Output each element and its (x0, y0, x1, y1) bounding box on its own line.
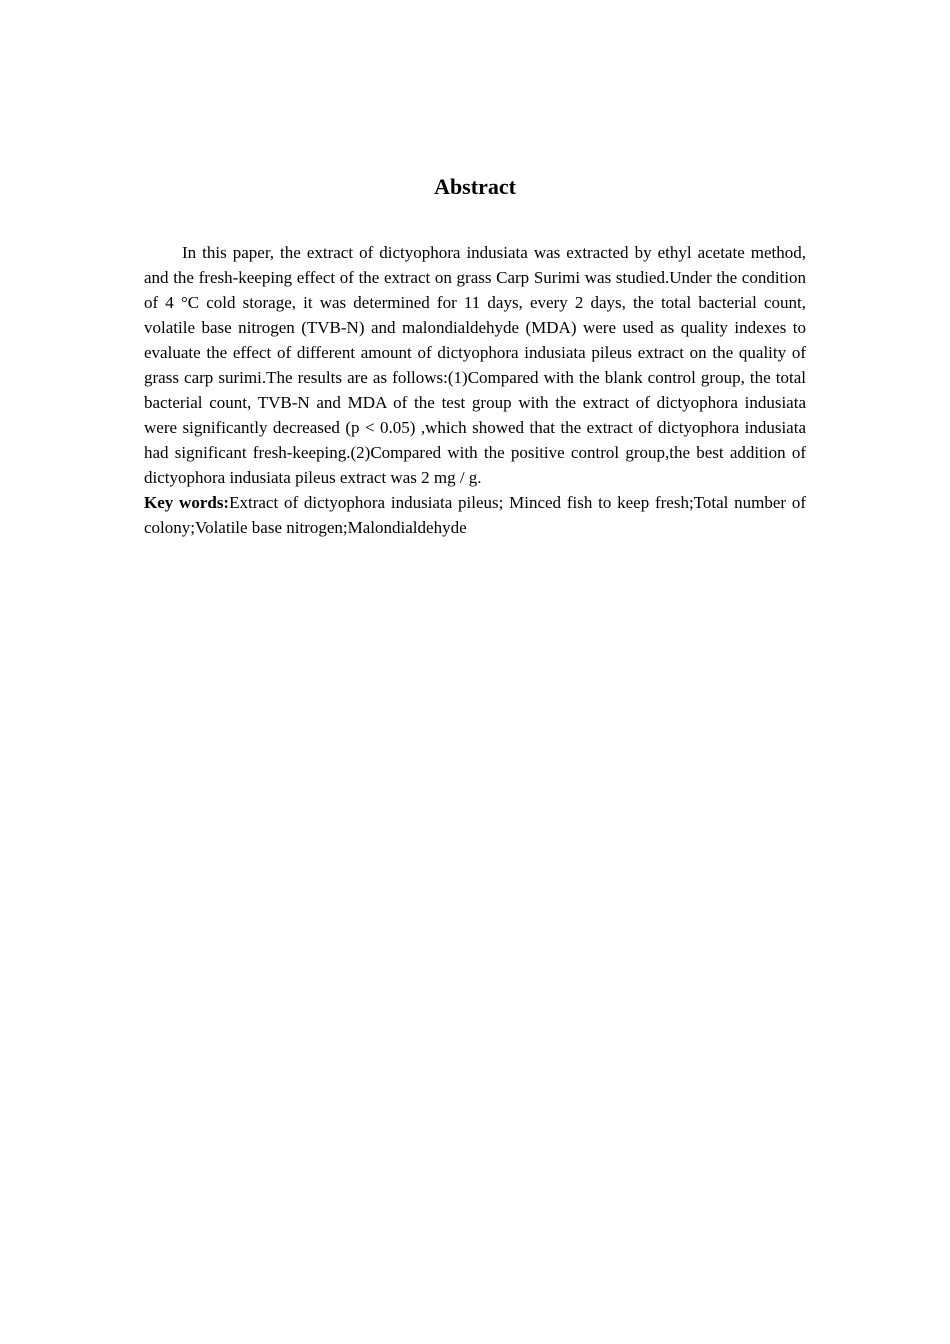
abstract-title: Abstract (434, 174, 516, 199)
keywords-label: Key words: (144, 493, 230, 512)
abstract-body: In this paper, the extract of dictyophora indusiata was extracted by ethyl acetate method, and the fresh-keeping effect of the extract on grass Carp Surimi was studied.Under the condition of 4 °C cold storage, it was determined for 11 days, every 2 days, the total bacterial count, volatile base nitrogen (TVB-N) and malondialdehyde (MDA) were used as quality indexes to evaluate the effect of different amount of dictyophora indusiata pileus extract on the quality of grass carp surimi.The results are as follows:(1)Compared with the blank control group, the total bacterial count, TVB-N and MDA of the test group with the extract of dictyophora indusiata were significantly decreased (p < 0.05) ,which showed that the extract of dictyophora indusiata had significant fresh-keeping.(2)Compared with the positive control group,the best addition of dictyophora indusiata pileus extract was 2 mg / g. (144, 243, 806, 487)
abstract-section (144, 172, 806, 540)
keywords-text: Extract of dictyophora indusiata pileus; Minced fish to keep fresh;Total number of colony;Volatile base nitrogen;Malondialdehyde (144, 493, 806, 537)
keywords-line (144, 490, 806, 540)
